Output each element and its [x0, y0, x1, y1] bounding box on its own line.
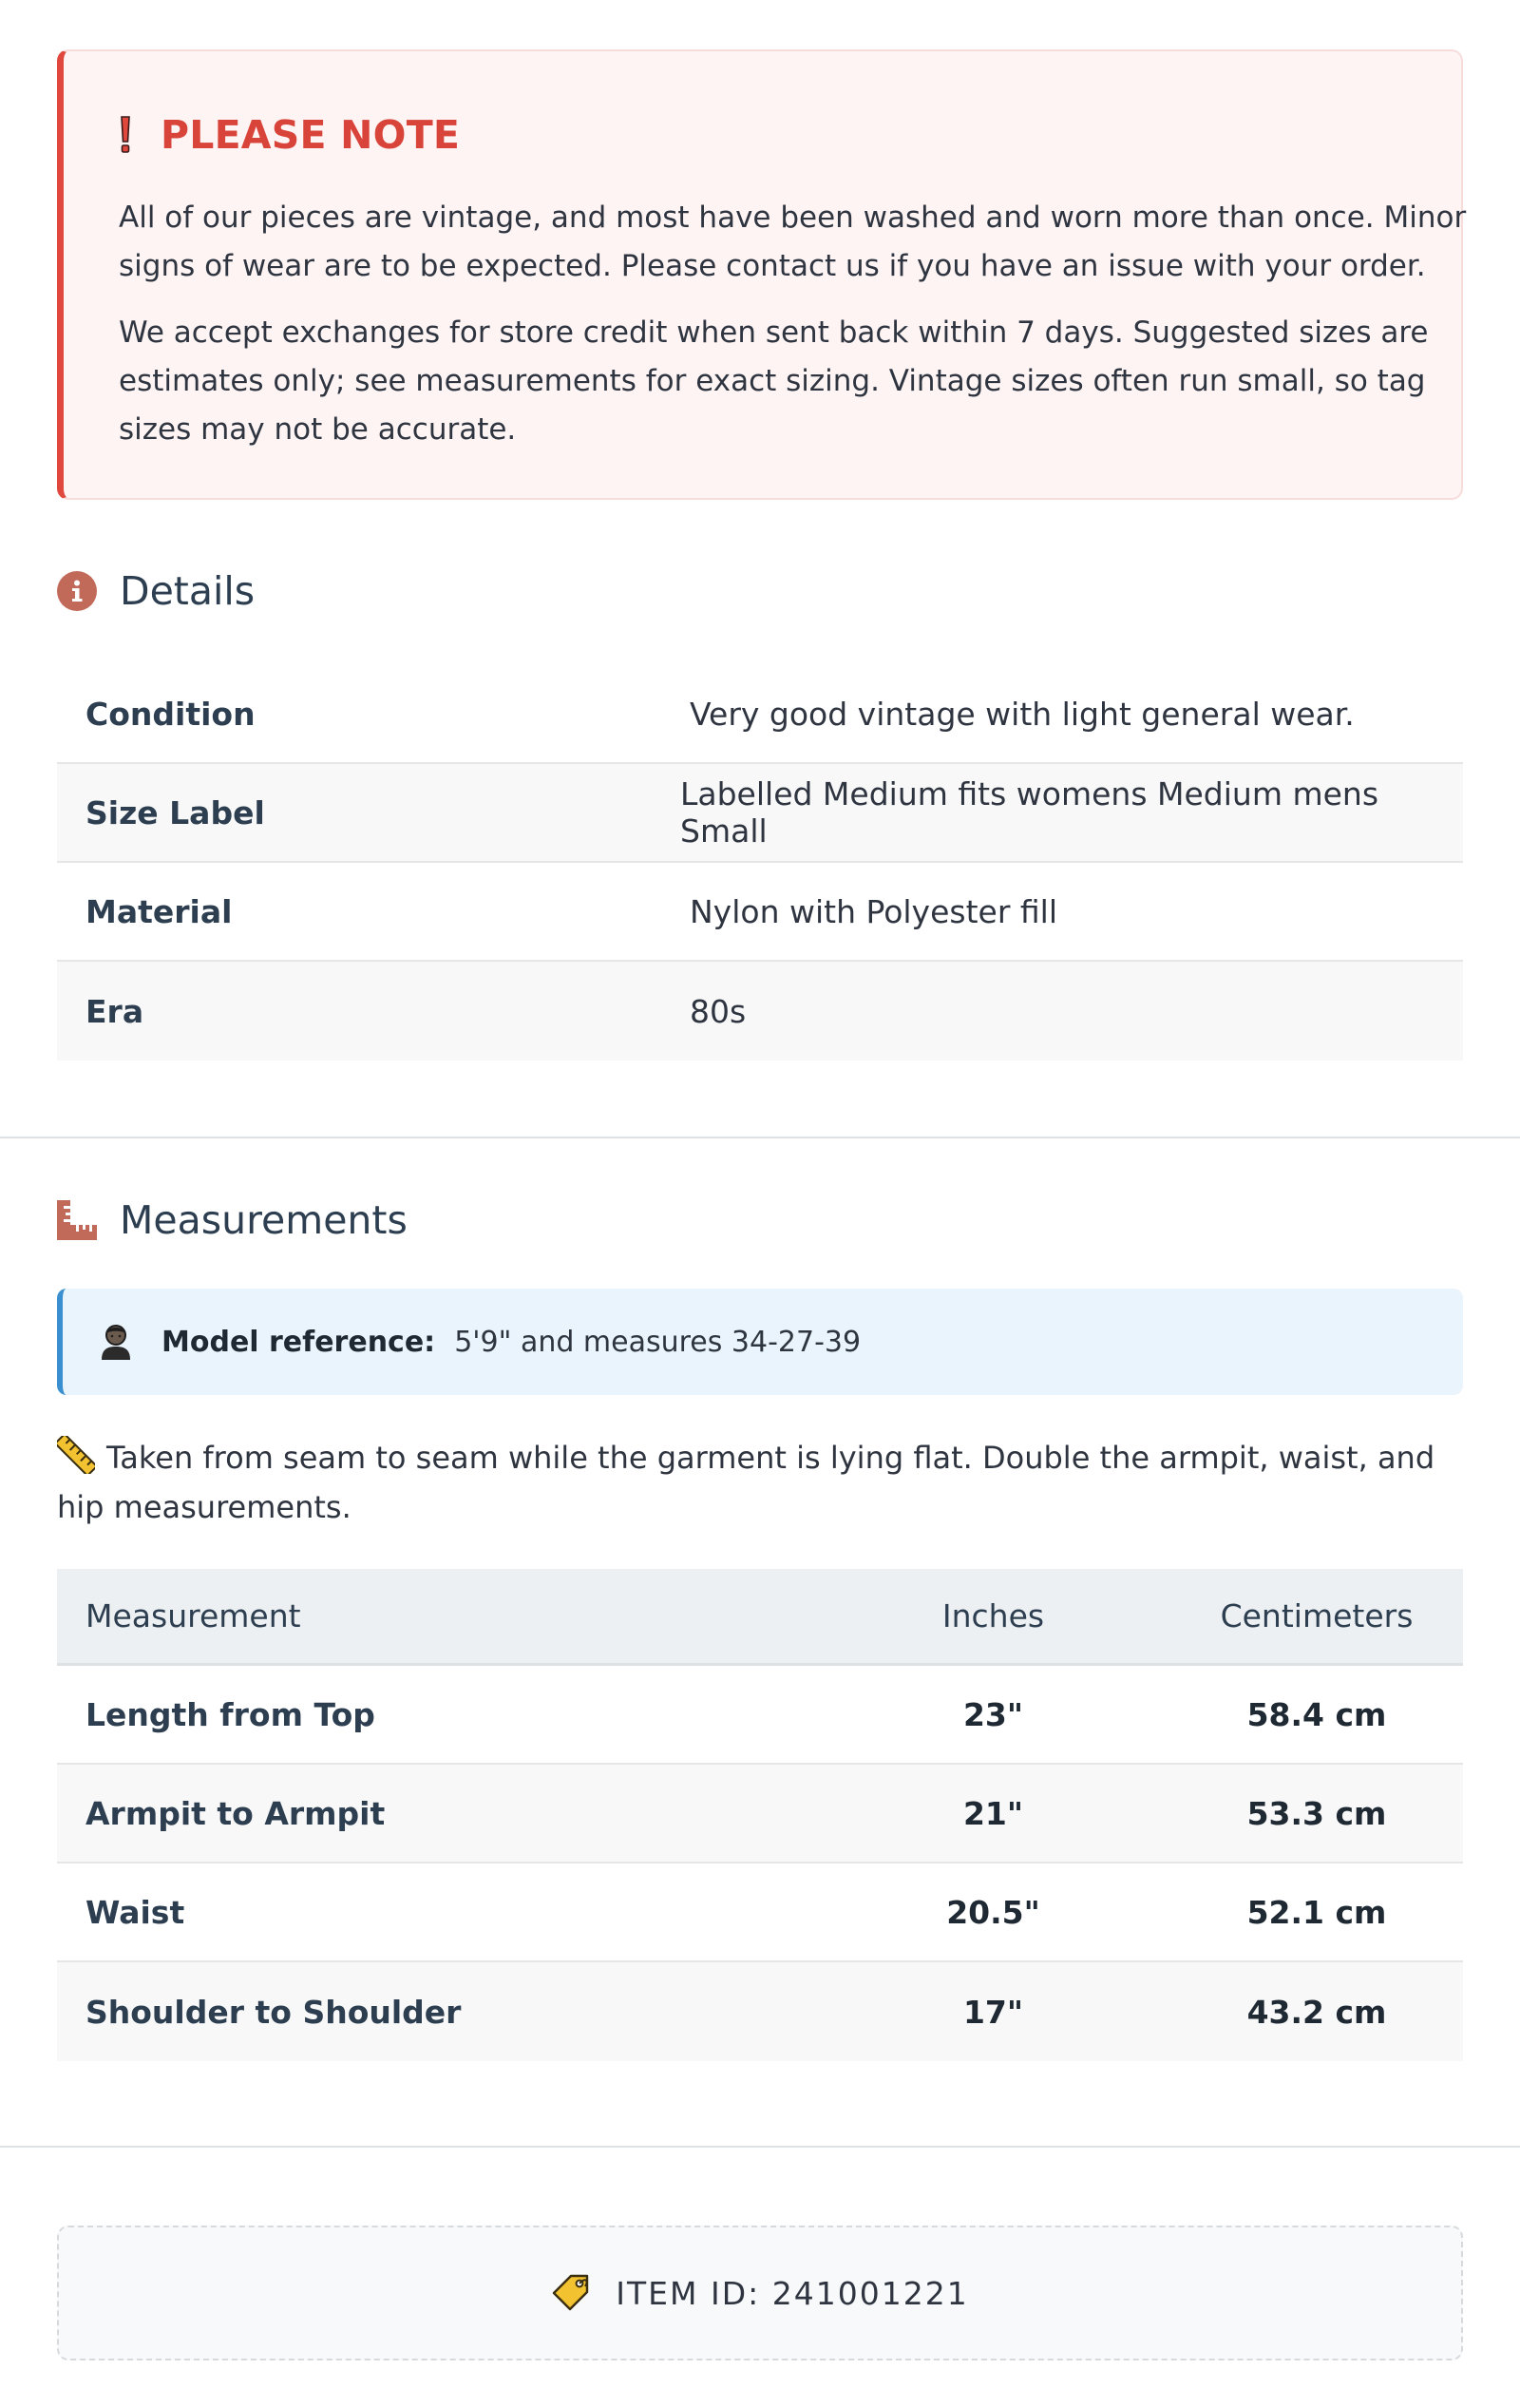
details-row-value: 80s	[690, 992, 747, 1030]
column-header-centimeters: Centimeters	[1220, 1597, 1414, 1634]
measurement-inches: 23"	[962, 1695, 1024, 1733]
measurement-inches: 20.5"	[946, 1893, 1040, 1931]
table-row	[57, 1765, 1463, 1863]
measurement-cm: 52.1 cm	[1246, 1893, 1387, 1931]
measurement-cm: 53.3 cm	[1246, 1794, 1387, 1832]
person-icon	[99, 1323, 133, 1361]
details-row	[57, 764, 1463, 863]
note-title-text: PLEASE NOTE	[161, 112, 461, 158]
table-row	[57, 1962, 1463, 2061]
item-id-text: ITEM ID: 241001221	[616, 2274, 969, 2312]
measurement-cm: 43.2 cm	[1246, 1993, 1387, 2031]
measurements-heading: Measurements	[120, 1197, 408, 1243]
ruler-icon	[57, 1200, 97, 1240]
details-row-value: Very good vintage with light general wear.	[690, 695, 1355, 733]
details-row	[57, 863, 1463, 962]
price-tag-icon	[551, 2273, 591, 2313]
measurement-name: Armpit to Armpit	[86, 1794, 386, 1832]
column-header-measurement: Measurement	[86, 1597, 301, 1634]
model-reference-label: Model reference:	[162, 1325, 436, 1359]
details-row	[57, 665, 1463, 764]
measurement-inches: 21"	[962, 1794, 1024, 1832]
info-circle-icon	[57, 571, 97, 611]
measurement-name: Waist	[86, 1893, 185, 1931]
measurements-table	[57, 1569, 1463, 2061]
details-heading: Details	[120, 568, 256, 614]
measurements-table-header	[57, 1569, 1463, 1666]
details-table	[57, 665, 1463, 1061]
exclamation-icon	[119, 116, 132, 154]
measurement-note-text: Taken from seam to seam while the garment is lying flat. Double the armpit, waist, and hip measurements.	[57, 1440, 1435, 1525]
section-divider	[0, 2146, 1520, 2148]
model-reference-value: 5'9" and measures 34-27-39	[454, 1325, 862, 1359]
straight-ruler-icon	[57, 1436, 95, 1474]
details-row	[57, 962, 1463, 1061]
measurement-name: Length from Top	[86, 1695, 375, 1733]
details-row-label: Era	[86, 992, 144, 1030]
note-title	[119, 112, 460, 158]
table-row	[57, 1863, 1463, 1962]
details-row-value: Nylon with Polyester fill	[690, 892, 1058, 930]
measurement-name: Shoulder to Shoulder	[86, 1993, 462, 2031]
measurement-note	[57, 1433, 1463, 1532]
details-row-label: Material	[86, 892, 233, 930]
measurement-cm: 58.4 cm	[1246, 1695, 1387, 1733]
measurements-header	[57, 1197, 408, 1243]
measurement-inches: 17"	[962, 1993, 1024, 2031]
column-header-inches: Inches	[941, 1597, 1045, 1634]
model-reference-box	[57, 1289, 1463, 1395]
section-divider	[0, 1137, 1520, 1138]
item-id-box	[57, 2226, 1463, 2360]
details-header	[57, 568, 255, 614]
table-row	[57, 1666, 1463, 1765]
note-paragraph-2: We accept exchanges for store credit when sent back within 7 days. Suggested sizes are estimates only; see measurements for exact sizing. Vintage sizes often run small, so tag sizes may not be accurate.	[119, 315, 1429, 447]
details-row-value: Labelled Medium fits womens Medium mens Small	[680, 775, 1379, 850]
please-note-box	[57, 49, 1467, 500]
note-paragraph-1: All of our pieces are vintage, and most have been washed and worn more than once. Minor signs of wear are to be expected. Please contact us if you have an issue with your order.	[119, 201, 1467, 283]
details-row-label: Condition	[86, 695, 256, 733]
details-row-label: Size Label	[86, 793, 265, 831]
